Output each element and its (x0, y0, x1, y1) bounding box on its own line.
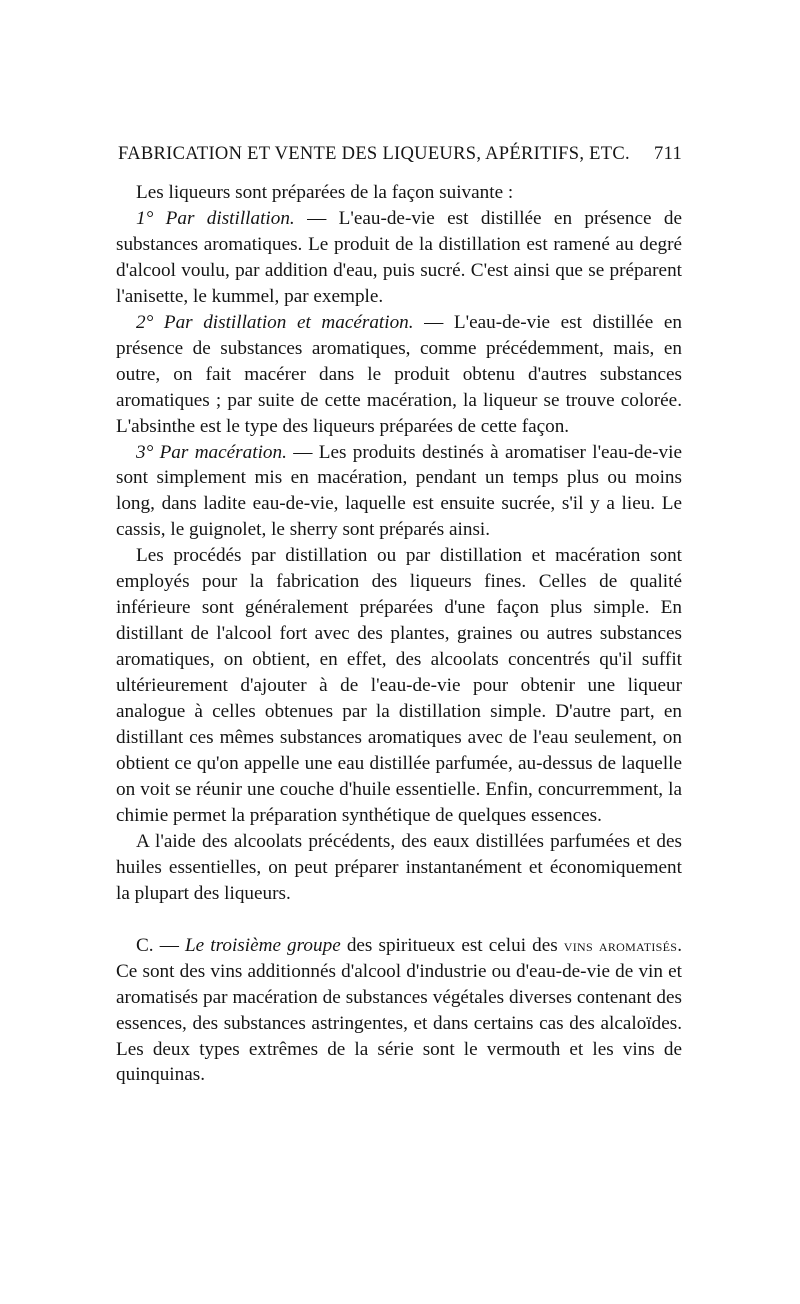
small-caps-term: vins aromatisés (563, 935, 678, 955)
paragraph-distillation-maceration (116, 310, 682, 440)
paragraph-heading: 2° Par distillation et macération. (136, 311, 414, 333)
paragraph-procedes (116, 543, 682, 828)
paragraph-text: Les liqueurs sont préparées de la façon suivante : (136, 182, 514, 203)
paragraph-text: . Ce sont des vins additionnés d'alcool d'industrie ou d'eau-de-vie de vin et aromatisés par macération de substances végétales diverses contenant des essences, des substances astringentes, et dans certains cas des alcaloïdes. Les deux types extrêmes de la série sont le vermouth et les vins de quinquinas. (116, 934, 682, 1086)
paragraph-troisieme-groupe (116, 933, 682, 1089)
paragraph-heading: 3° Par macération. (136, 441, 287, 463)
paragraph-text: Les procédés par distillation ou par distillation et macération sont employés pour la fabrication des liqueurs fines. Celles de qualité inférieure sont généralement préparées d'une façon plus simple. En distillant de l'alcool fort avec des plantes, graines ou autres substances aromatiques, on obtient, en effet, des alcoolats concentrés qu'il suffit ultérieurement d'ajouter à de l'eau-de-vie pour obtenir une liqueur analogue à celles obtenues par la distillation simple. D'autre part, en distillant ces mêmes substances aromatiques avec de l'eau seulement, on obtient ce qu'on appelle une eau distillée parfumée, au-dessus de laquelle on voit se réunir une couche d'huile essentielle. Enfin, concurremment, la chimie permet la préparation synthétique de quelques essences. (116, 545, 682, 826)
paragraph-heading: 1° Par distillation. (136, 207, 295, 229)
body-text (116, 180, 682, 1088)
paragraph-intro (116, 180, 682, 206)
running-head (116, 138, 682, 168)
paragraph-alcoolats (116, 829, 682, 907)
paragraph-text: — L'eau-de-vie est distillée en présence de substances aromatiques, comme précédemment, mais, en outre, on fait macérer dans le produit obtenu d'autres substances aromatiques ; par suite de cette macération, la liqueur se trouve colorée. L'absinthe est le type des liqueurs préparées de cette façon. (116, 311, 682, 437)
paragraph-text: — Les produits destinés à aromatiser l'eau-de-vie sont simplement mis en macération, pendant un temps plus ou moins long, dans ladite eau-de-vie, laquelle est ensuite sucrée, s'il y a lieu. Le cassis, le guignolet, le sherry sont préparés ainsi. (116, 441, 682, 541)
running-head-title: FABRICATION ET VENTE DES LIQUEURS, APÉRITIFS, ETC. (118, 144, 630, 164)
paragraph-text: des spiritueux est celui des (340, 934, 564, 956)
paragraph-text: — L'eau-de-vie est distillée en présence de substances aromatiques. Le produit de la distillation est ramené au degré d'alcool voulu, par addition d'eau, puis sucré. C'est ainsi que se préparent l'anisette, le kummel, par exemple. (116, 207, 682, 307)
paragraph-distillation (116, 206, 682, 310)
paragraph-heading: Le troisième groupe (184, 934, 341, 956)
book-page (116, 138, 682, 1088)
paragraph-text: A l'aide des alcoolats précédents, des eaux distillées parfumées et des huiles essentielles, on peut préparer instantanément et économiquement la plupart des liqueurs. (116, 830, 682, 904)
paragraph-lead: C. — (136, 934, 185, 956)
page-number: 711 (654, 144, 682, 164)
paragraph-maceration (116, 440, 682, 544)
